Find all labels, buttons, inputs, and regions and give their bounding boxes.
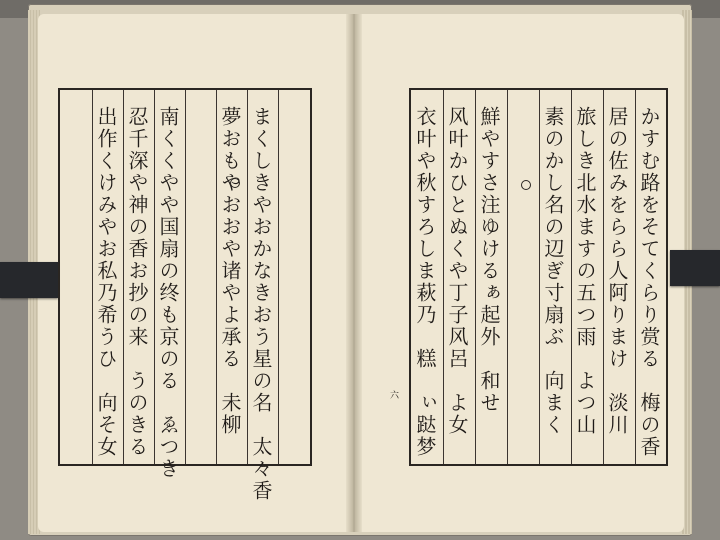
text-column: 出作くけみやお私乃希うひ 向そ女	[94, 106, 118, 458]
text-column: 旅しき北水ますの五つ雨 よつ山	[573, 106, 597, 436]
text-column: 居の佐みをらら人阿りまけ 淡川	[605, 106, 629, 436]
ribbon-marker-right	[670, 250, 720, 286]
folio-number: 六	[390, 391, 400, 401]
text-column: かすむ路をそてくらり赏る 梅の香	[637, 106, 661, 458]
column-rule	[278, 90, 279, 464]
text-column: 南くくやや国扇の终も京のる ゑつき	[156, 106, 180, 480]
text-column: 素のかし名の辺ぎ寸扇ぶ 向まく	[541, 106, 565, 436]
text-column: 衣叶や秋すろしま萩乃 糕 ぃ跶梦	[413, 106, 437, 458]
text-column: まくしきやおかなきおう星の名 太々香	[249, 106, 273, 502]
column-rule	[507, 90, 508, 464]
left-text-frame	[58, 88, 312, 502]
right-text-frame	[409, 88, 668, 466]
section-circle-mark	[230, 178, 240, 188]
text-column: 忍千深や神の香お抄の来 うのきる	[125, 106, 149, 458]
text-column: 夢おもやおおや诸やよ承る 未柳	[218, 106, 242, 436]
column-rule	[185, 90, 186, 464]
book-gutter	[346, 14, 362, 532]
section-circle-mark	[521, 180, 531, 190]
ribbon-marker-left	[0, 262, 58, 298]
text-column: 风叶かひとぬくや丁子风呂 よ女	[445, 106, 469, 436]
text-column: 鮮やすさ注ゆけるぁ起外 和せ	[477, 106, 501, 414]
